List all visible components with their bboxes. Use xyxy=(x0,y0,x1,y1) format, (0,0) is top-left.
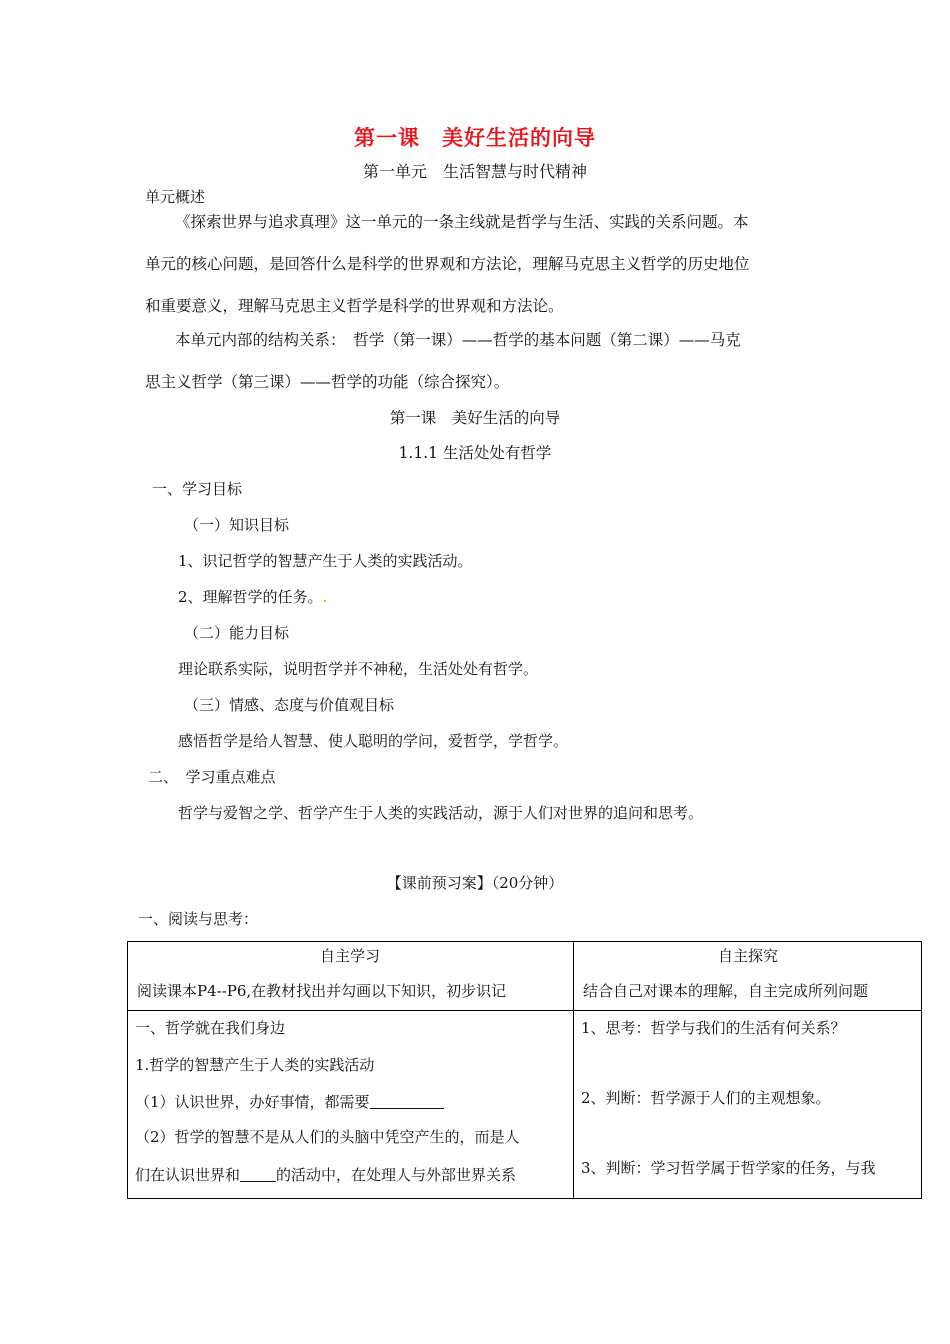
document-title: 第一课 美好生活的向导 xyxy=(354,125,596,150)
right-header: 自主探究 xyxy=(717,947,778,965)
overview-line: 和重要意义，理解马克思主义哲学是科学的世界观和方法论。 xyxy=(145,297,564,315)
left-line xyxy=(135,1094,444,1110)
left-subheader: 阅读课本P4--P6,在教材找出并勾画以下知识，初步识记 xyxy=(137,982,507,1000)
overview-label: 单元概述 xyxy=(145,188,206,206)
lesson-title: 第一课 美好生活的向导 xyxy=(389,409,561,427)
emotion-heading: （三）情感、态度与价值观目标 xyxy=(184,696,395,714)
section-title: 1.1.1 生活处处有哲学 xyxy=(398,444,552,462)
ability-heading: （二）能力目标 xyxy=(184,624,290,642)
structure-line: 本单元内部的结构关系： 哲学（第一课）——哲学的基本问题（第二课）——马克 xyxy=(175,331,741,349)
left-line-text: （1）认识世界，办好事情，都需要 xyxy=(135,1093,370,1111)
knowledge-item: 1、识记哲学的智慧产生于人类的实践活动。 xyxy=(178,552,473,570)
key-points-text: 哲学与爱智之学、哲学产生于人类的实践活动，源于人们对世界的追问和思考。 xyxy=(178,804,704,822)
reading-label: 一、阅读与思考： xyxy=(138,910,259,928)
objectives-heading: 一、学习目标 xyxy=(152,480,243,498)
ability-text: 理论联系实际，说明哲学并不神秘，生活处处有哲学。 xyxy=(178,660,539,678)
left-line xyxy=(135,1167,516,1183)
knowledge-item xyxy=(178,590,327,605)
overview-line: 单元的核心问题，是回答什么是科学的世界观和方法论，理解马克思主义哲学的历史地位 xyxy=(145,255,750,273)
left-header: 自主学习 xyxy=(319,947,380,965)
right-line: 3、判断：学习哲学属于哲学家的任务，与我 xyxy=(581,1159,876,1177)
right-line: 2、判断：哲学源于人们的主观想象。 xyxy=(581,1089,831,1107)
fill-blank[interactable] xyxy=(370,1094,444,1109)
left-line-text: 的活动中，在处理人与外部世界关系 xyxy=(276,1166,517,1184)
structure-line: 思主义哲学（第三课）——哲学的功能（综合探究）。 xyxy=(145,373,510,391)
key-points-heading: 二、 学习重点难点 xyxy=(148,768,276,786)
stray-dot: . xyxy=(322,588,328,606)
knowledge-item-text: 2、理解哲学的任务。 xyxy=(178,588,323,606)
left-line-text: 们在认识世界和 xyxy=(135,1166,241,1184)
preview-heading: 【课前预习案】（20分钟） xyxy=(386,874,564,892)
knowledge-heading: （一）知识目标 xyxy=(184,516,290,534)
left-line: （2）哲学的智慧不是从人们的头脑中凭空产生的，而是人 xyxy=(135,1128,520,1146)
left-line: 一、哲学就在我们身边 xyxy=(135,1019,286,1037)
study-table xyxy=(127,941,922,1199)
overview-line: 《探索世界与追求真理》这一单元的一条主线就是哲学与生活、实践的关系问题。本 xyxy=(175,213,749,231)
column-divider xyxy=(573,941,574,1199)
left-line: 1.哲学的智慧产生于人类的实践活动 xyxy=(135,1056,375,1074)
emotion-text: 感悟哲学是给人智慧、使人聪明的学问，爱哲学，学哲学。 xyxy=(178,732,569,750)
fill-blank[interactable] xyxy=(240,1167,276,1182)
right-line: 1、思考：哲学与我们的生活有何关系？ xyxy=(581,1019,846,1037)
header-divider xyxy=(127,1010,922,1011)
right-subheader: 结合自己对课本的理解，自主完成所列问题 xyxy=(583,982,869,1000)
unit-heading: 第一单元 生活智慧与时代精神 xyxy=(362,162,587,181)
